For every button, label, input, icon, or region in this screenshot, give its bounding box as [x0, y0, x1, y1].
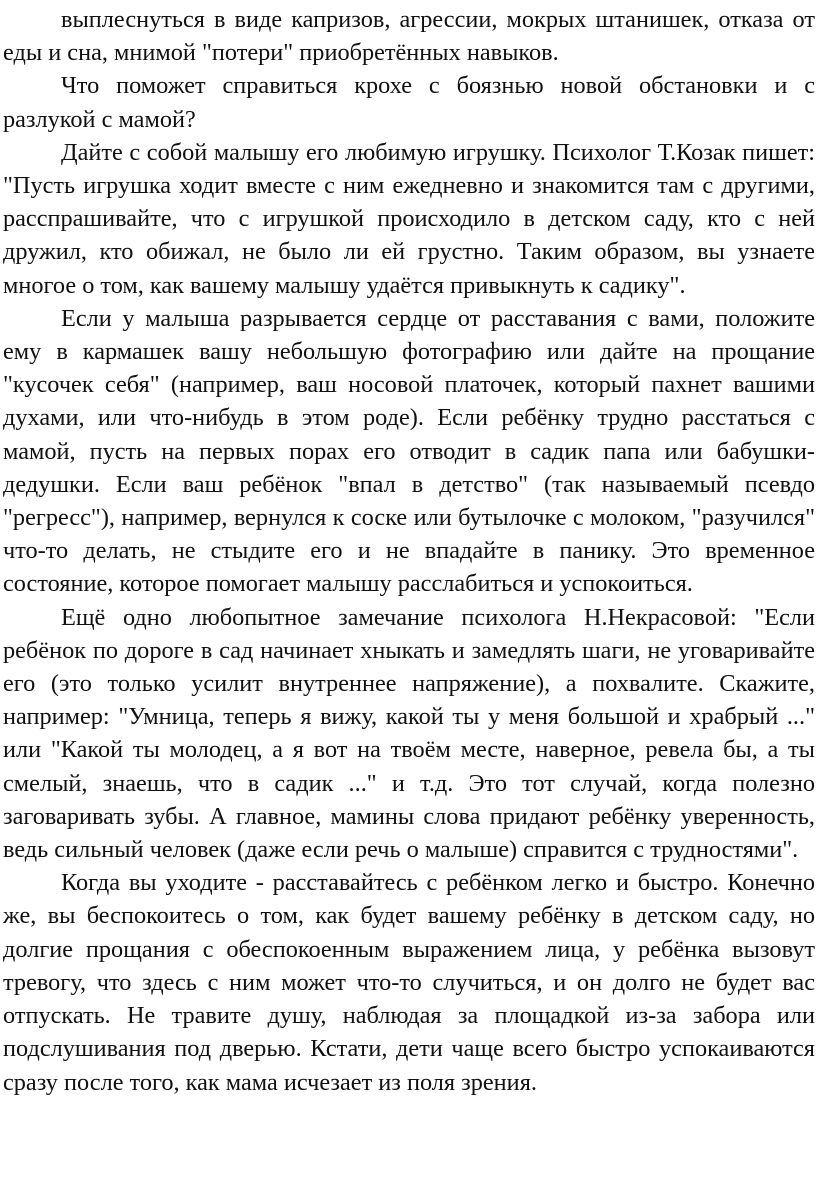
- paragraph-separation-advice: Если у малыша разрывается сердце от расставания с вами, положите ему в кармашек вашу небольшую фотографию или дайте на прощание "кусочек себя" (например, ваш носовой платочек, который пахнет вашими духами, или что-нибудь в этом роде). Если ребёнку трудно расстаться с мамой, пусть на первых порах его отводит в садик папа или бабушки-дедушки. Если ваш ребёнок "впал в детство" (так называемый псевдо "регресс"), например, вернулся к соске или бутылочке с молоком, "разучился" что-то делать, не стыдите его и не впадайте в панику. Это временное состояние, которое помогает малышу расслабиться и успокоиться.: [3, 304, 815, 598]
- paragraph-leaving-advice: Когда вы уходите - расставайтесь с ребёнком легко и быстро. Конечно же, вы беспокоитесь о том, как будет вашему ребёнку в детском саду, но долгие прощания с обеспокоенным выражением лица, у ребёнка вызовут тревогу, что здесь с ним может что-то случиться, и он долго не будет вас отпускать. Не травите душу, наблюдая за площадкой из-за забора или подслушивания под дверью. Кстати, дети чаще всего быстро успокаиваются сразу после того, как мама исчезает из поля зрения.: [3, 869, 815, 1096]
- paragraph-question: Что поможет справиться крохе с боязнью новой обстановки и с разлукой с мамой?: [3, 72, 815, 133]
- paragraph-continuation: выплеснуться в виде капризов, агрессии, мокрых штанишек, отказа от еды и сна, мнимой "потери" приобретённых навыков.: [3, 6, 815, 67]
- paragraph-toy-advice: Дайте с собой малышу его любимую игрушку. Психолог Т.Козак пишет: "Пусть игрушка ходит вместе с ним ежедневно и знакомится там с другими, расспрашивайте, что с игрушкой происходило в детском саду, кто с ней дружил, кто обижал, не было ли ей грустно. Таким образом, вы узнаете многое о том, как вашему малышу удаётся привыкнуть к садику".: [3, 138, 815, 299]
- paragraph-psychologist-remark: Ещё одно любопытное замечание психолога Н.Некрасовой: "Если ребёнок по дороге в сад начинает хныкать и замедлять шаги, не уговаривайте его (это только усилит внутреннее напряжение), а похвалите. Скажите, например: "Умница, теперь я вижу, какой ты у меня большой и храбрый ..." или "Какой ты молодец, а я вот на твоём месте, наверное, ревела бы, а ты смелый, знаешь, что в садик ..." и т.д. Это тот случай, когда полезно заговаривать зубы. А главное, мамины слова придают ребёнку уверенность, ведь сильный человек (даже если речь о малыше) справится с трудностями".: [3, 603, 815, 864]
- document-page: [3, 3, 815, 1099]
